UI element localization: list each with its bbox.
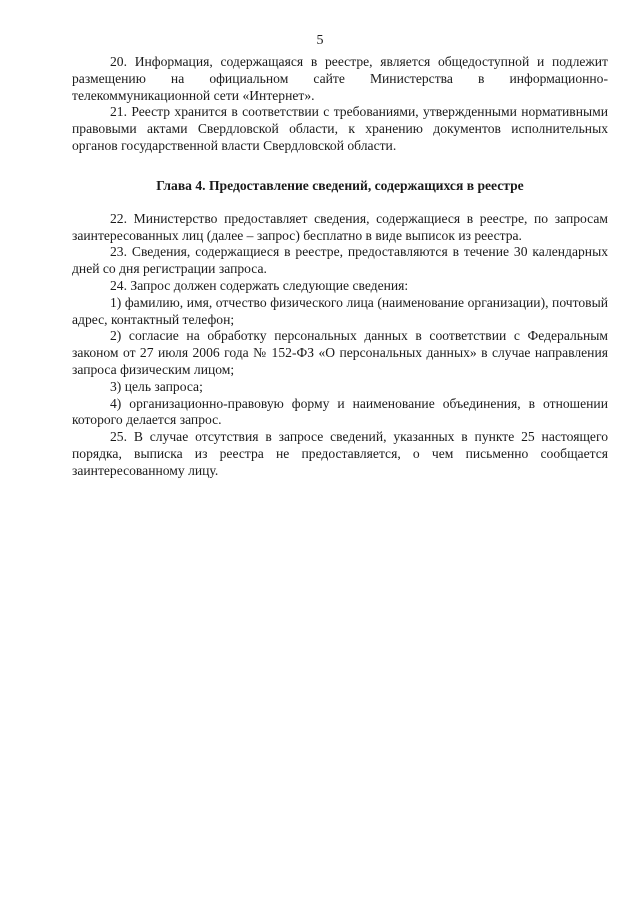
list-item-3: 3) цель запроса; (110, 378, 203, 394)
list-item-1: 1) фамилию, имя, отчество физического лица (наименование организации), почтовый адрес, контактный телефон; (72, 294, 608, 327)
list-item-2: 2) согласие на обработку персональных данных в соответствии с Федеральным законом от 27 июля 2006 года № 152-ФЗ «О персональных данных» в случае направления запроса физическим лицом; (72, 328, 608, 377)
paragraph-22: 22. Министерство предоставляет сведения, содержащиеся в реестре, по запросам заинтересованных лиц (далее – запрос) бесплатно в виде выписок из реестра. (72, 210, 608, 243)
paragraph-25: 25. В случае отсутствия в запросе сведений, указанных в пункте 25 настоящего порядка, выписка из реестра не предоставляется, о чем письменно сообщается заинтересованному лицу. (72, 429, 608, 478)
paragraph-20: 20. Информация, содержащаяся в реестре, является общедоступной и подлежит размещению на официальном сайте Министерства в информационно-телекоммуникационной сети «Интернет». (72, 54, 608, 103)
paragraph-21: 21. Реестр хранится в соответствии с требованиями, утвержденными нормативными правовыми актами Свердловской области, к хранению документов исполнительных органов государственной власти Свердловской области. (72, 104, 608, 153)
page-number: 5 (316, 33, 324, 48)
document-body (72, 54, 608, 480)
paragraph-24: 24. Запрос должен содержать следующие сведения: (110, 277, 409, 293)
paragraph-23: 23. Сведения, содержащиеся в реестре, предоставляются в течение 30 календарных дней со дня регистрации запроса. (72, 244, 608, 277)
chapter-heading: Глава 4. Предоставление сведений, содержащихся в реестре (156, 177, 524, 193)
list-item-4: 4) организационно-правовую форму и наименование объединения, в отношении которого делается запрос. (72, 395, 608, 428)
